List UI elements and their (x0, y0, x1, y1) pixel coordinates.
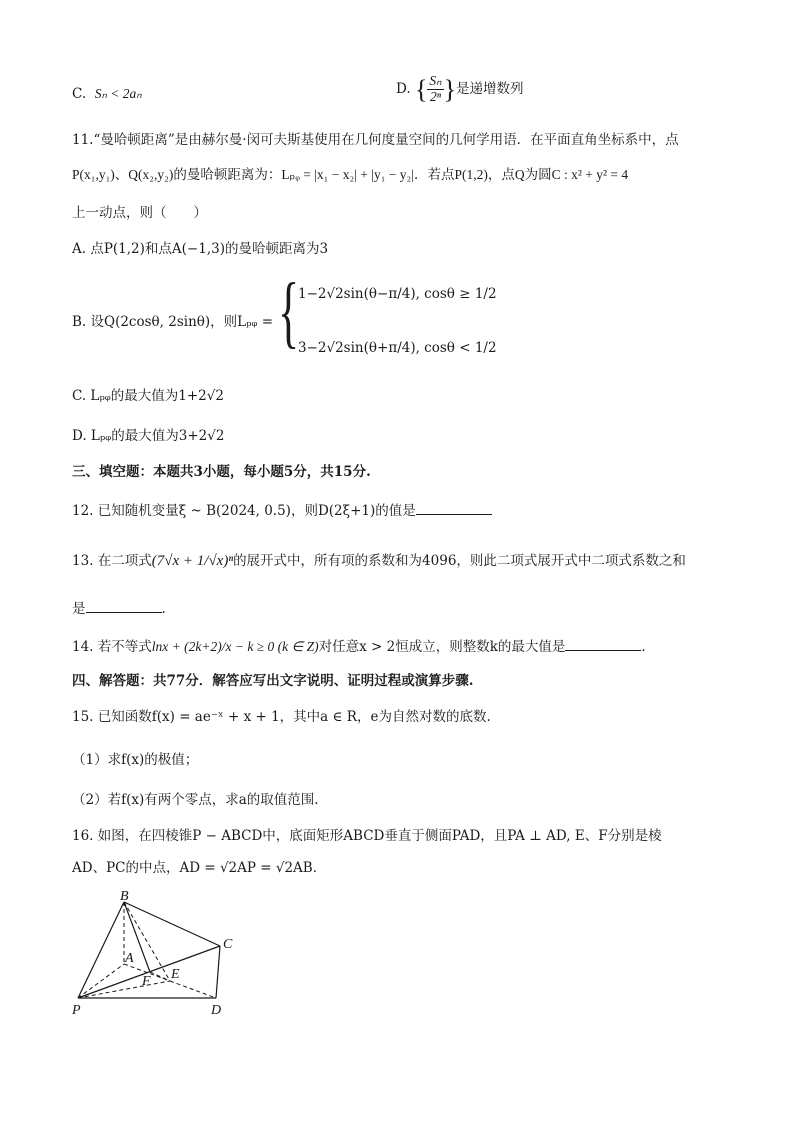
q16-line2: AD、PC的中点，AD = √2AP = √2AB． (72, 860, 327, 876)
edge-CD (216, 946, 220, 998)
label-D: D (211, 1003, 222, 1018)
q15-part2: （2）若f(x)有两个零点，求a的取值范围. (72, 792, 319, 808)
option-c-top (72, 86, 142, 102)
q11-option-b-case2: 3−2√2sin(θ+π/4), cosθ < 1/2 (298, 340, 497, 356)
section-3-heading: 三、填空题：本题共3小题，每小题5分，共15分. (72, 464, 371, 480)
edge-PA (78, 964, 124, 998)
label-C: C (223, 937, 233, 952)
label-B: B (120, 890, 129, 904)
option-d-top: D. { $\frac{\text{Sₙ}}{\text{2ⁿ}}$ }是递增数列 (396, 73, 524, 105)
q11-option-a: A. 点P(1,2)和点A(−1,3)的曼哈顿距离为3 (72, 241, 329, 257)
q14-inequality: lnx + (2k+2)/x − k ≥ 0 (k ∈ Z) (151, 639, 319, 654)
label-A: A (125, 951, 134, 966)
edge-PE (78, 981, 170, 998)
q13-binomial-expr: (7√x + 1/√x)ⁿ (151, 553, 234, 569)
q16-line1: 16. 如图，在四棱锥P − ABCD中，底面矩形ABCD垂直于侧面PAD，且PA ⊥ AD, E、F分别是棱 (72, 828, 662, 844)
option-d-text: 是递增数列 (456, 81, 524, 98)
option-d-fraction: $\frac{\text{Sₙ}}{\text{2ⁿ}}$ (429, 73, 442, 105)
q11-option-b-label: B. 设Q(2cosθ, 2sinθ)，则Lₚᵩ = (72, 314, 274, 330)
q15-part1: （1）求f(x)的极值； (72, 752, 199, 768)
q11-option-b-case1: 1−2√2sin(θ−π/4), cosθ ≥ 1/2 (298, 286, 497, 302)
label-P: P (72, 1003, 81, 1018)
q11-option-d: D. Lₚᵩ的最大值为3+2√2 (72, 428, 225, 444)
q11-option-b-brace: { (278, 268, 300, 356)
label-F: F (142, 974, 151, 989)
label-E: E (171, 967, 180, 982)
q11-option-b (72, 314, 273, 330)
q13-line2: 是 . (72, 601, 166, 617)
q11-line2: P(x₁,y₁)、Q(x₂,y₂)的曼哈顿距离为：Lₚᵩ = |x₁ − x₂| + |y₁ − y₂|．若点P(1,2)，点Q为圆C : x² + y² = 4 (72, 167, 629, 182)
option-d-label: D. (396, 81, 411, 98)
option-c-label: C. (72, 86, 87, 102)
section-4-heading: 四、解答题：共77分．解答应写出文字说明、证明过程或演算步骤. (72, 673, 474, 689)
q11-line3: 上一动点，则（ ） (72, 205, 207, 221)
q15-stem: 15. 已知函数f(x) = ae⁻ˣ + x + 1，其中a ∈ R，e为自然对数的底数. (72, 709, 491, 725)
q11-line1: 11.“曼哈顿距离”是由赫尔曼·闵可夫斯基使用在几何度量空间的几何学用语．在平面直角坐标系中，点 (72, 132, 679, 148)
q13-line1: 13. 在二项式(7√x + 1/√x)ⁿ的展开式中，所有项的系数和为4096，则此二项式展开式中二项式系数之和 (72, 553, 686, 569)
q12: 12. 已知随机变量ξ ~ B(2024, 0.5)，则D(2ξ+1)的值是 (72, 501, 492, 519)
q12-answer-blank (416, 501, 492, 515)
q14: 14. 若不等式lnx + (2k+2)/x − k ≥ 0 (k ∈ Z)对任意x > 2恒成立，则整数k的最大值是 . (72, 639, 646, 655)
q14-answer-blank (565, 637, 641, 651)
option-c-expr: Sₙ < 2aₙ (94, 86, 142, 101)
pyramid-figure (66, 890, 246, 1018)
q13-answer-blank (86, 599, 162, 613)
edge-BE (124, 902, 170, 981)
q11-option-c: C. Lₚᵩ的最大值为1+2√2 (72, 388, 224, 404)
